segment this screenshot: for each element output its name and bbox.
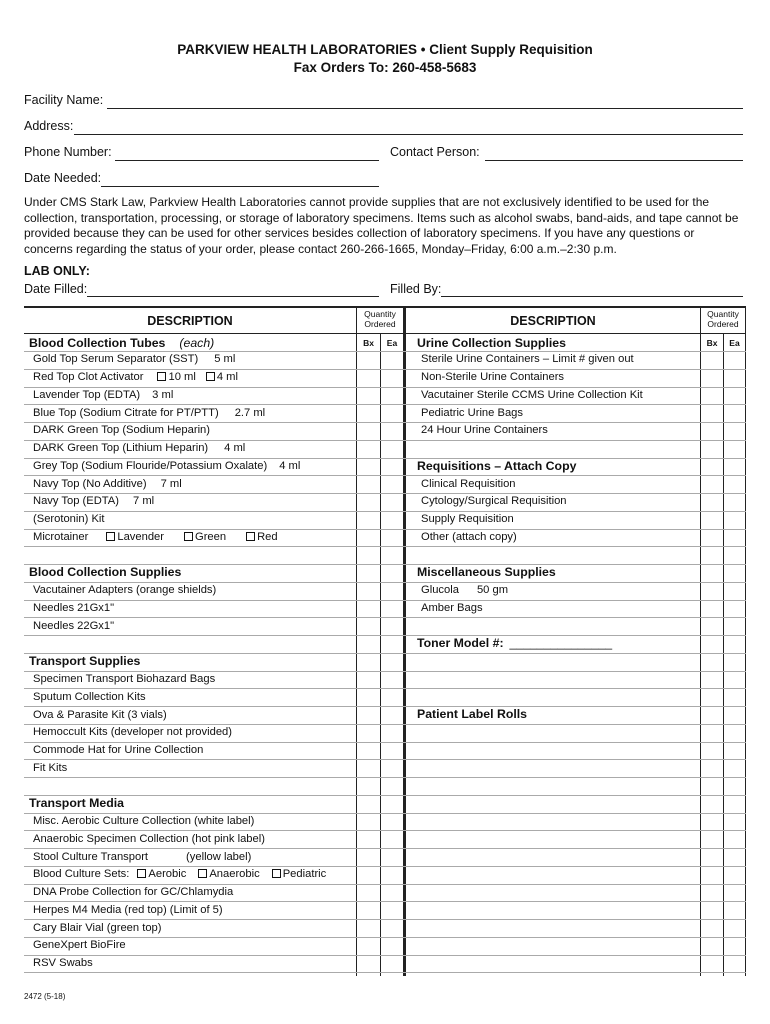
fax-number: Fax Orders To: 260-458-5683 [293, 60, 477, 75]
right-ea-label: Ea [729, 338, 740, 348]
microtainer-red-label: Red [257, 531, 278, 543]
item-grey-volume: 4 ml [279, 460, 301, 472]
supply-table [24, 306, 746, 976]
row-rule [24, 706, 746, 707]
item-blue-label: Blue Top (Sodium Citrate for PT/PTT) [33, 407, 219, 419]
lab-only-heading: LAB ONLY: [24, 264, 90, 278]
red-10ml-checkbox[interactable] [157, 372, 166, 381]
left-description-header: DESCRIPTION [147, 314, 233, 328]
row-rule [24, 972, 746, 973]
row-rule [24, 422, 746, 423]
item-grey-label: Grey Top (Sodium Flouride/Potassium Oxalate) [33, 460, 268, 472]
item-lavender-top [33, 389, 173, 401]
left-quantity-header [357, 309, 403, 329]
item-biohazard-bags: Specimen Transport Biohazard Bags [33, 673, 216, 685]
section-urine-collection: Urine Collection Supplies [417, 336, 566, 350]
item-vacutainer-adapters: Vacutainer Adapters (orange shields) [33, 584, 217, 596]
row-rule [24, 475, 746, 476]
each-note: (each) [179, 336, 215, 350]
right-description-header: DESCRIPTION [510, 314, 596, 328]
row-rule [24, 387, 746, 388]
facility-name-field[interactable] [107, 108, 743, 109]
item-pediatric-urine-bags: Pediatric Urine Bags [421, 407, 523, 419]
center-divider [403, 306, 406, 976]
row-rule [24, 795, 746, 796]
item-stool-culture [33, 851, 251, 863]
address-label: Address: [24, 119, 74, 133]
row-rule [24, 582, 746, 583]
row-rule [24, 742, 746, 743]
left-bx-label: Bx [363, 338, 374, 348]
item-sterile-urine: Sterile Urine Containers – Limit # given out [421, 353, 634, 365]
row-rule [24, 511, 746, 512]
item-navy-na-label: Navy Top (No Additive) [33, 478, 147, 490]
item-navy-edta-label: Navy Top (EDTA) [33, 495, 119, 507]
right-quantity-line1: Quantity [707, 309, 739, 319]
right-bx-label: Bx [706, 338, 718, 348]
section-transport-supplies: Transport Supplies [29, 654, 141, 668]
item-blue-volume: 2.7 ml [234, 407, 266, 419]
row-rule [24, 866, 746, 867]
item-dark-green-sodium: DARK Green Top (Sodium Heparin) [33, 424, 211, 436]
right-bx-ea-divider [723, 334, 724, 976]
date-needed-label: Date Needed: [24, 171, 102, 185]
item-hemoccult-kits: Hemoccult Kits (developer not provided) [33, 726, 232, 738]
item-24-hour-urine: 24 Hour Urine Containers [421, 424, 548, 436]
item-sputum-kits: Sputum Collection Kits [33, 691, 146, 703]
row-rule [24, 671, 746, 672]
item-red-top-label: Red Top Clot Activator [33, 371, 144, 383]
filled-by-label: Filled By: [390, 282, 442, 296]
microtainer-lavender-label: Lavender [117, 531, 164, 543]
item-microtainer-label: Microtainer [33, 531, 89, 543]
row-rule [24, 777, 746, 778]
section-patient-label-rolls: Patient Label Rolls [417, 707, 528, 721]
item-dark-green-lithium-label: DARK Green Top (Lithium Heparin) [33, 442, 209, 454]
row-rule [24, 688, 746, 689]
section-blood-collection-supplies: Blood Collection Supplies [29, 565, 182, 579]
section-blood-collection-tubes-title: Blood Collection Tubes [29, 336, 166, 350]
blood-culture-aerobic-label: Aerobic [148, 868, 187, 880]
item-dark-green-lithium-volume: 4 ml [224, 442, 246, 454]
item-herpes-m4: Herpes M4 Media (red top) (Limit of 5) [33, 904, 223, 916]
row-rule [24, 529, 746, 530]
item-clinical-requisition: Clinical Requisition [421, 478, 516, 490]
toner-model-label: Toner Model #: [417, 636, 504, 650]
item-gold-top [33, 353, 235, 365]
red-10ml-label: 10 ml [168, 371, 196, 383]
item-genexpert: GeneXpert BioFire [33, 939, 126, 951]
item-gold-top-volume: 5 ml [214, 353, 236, 365]
microtainer-green-label: Green [195, 531, 227, 543]
item-blood-culture-sets [33, 868, 326, 880]
microtainer-lavender-checkbox[interactable] [106, 532, 115, 541]
phone-number-label: Phone Number: [24, 145, 112, 159]
left-quantity-line1: Quantity [364, 309, 396, 319]
item-blood-culture-label: Blood Culture Sets: [33, 868, 130, 880]
row-rule [24, 901, 746, 902]
row-rule [24, 493, 746, 494]
header-rule [24, 333, 746, 334]
date-filled-label: Date Filled: [24, 282, 88, 296]
row-rule [24, 617, 746, 618]
right-quantity-header [701, 309, 745, 329]
date-filled-field[interactable] [87, 296, 379, 297]
item-dna-probe: DNA Probe Collection for GC/Chlamydia [33, 886, 234, 898]
item-needles-22g: Needles 22Gx1" [33, 620, 115, 632]
right-quantity-line2: Ordered [707, 319, 739, 329]
item-rsv-swabs: RSV Swabs [33, 957, 93, 969]
item-vacutainer-ccms: Vacutainer Sterile CCMS Urine Collection Kit [421, 389, 643, 401]
item-glucola [421, 584, 508, 596]
item-fit-kits: Fit Kits [33, 762, 68, 774]
section-blood-collection-tubes [29, 336, 214, 350]
item-ova-parasite-kit: Ova & Parasite Kit (3 vials) [33, 709, 167, 721]
item-lavender-label: Lavender Top (EDTA) [33, 389, 141, 401]
left-quantity-line2: Ordered [364, 319, 396, 329]
stark-law-notice: Under CMS Stark Law, Parkview Health Laboratories cannot provide supplies that are not exclusively identified to be used for the collection, transportation, processing, or storage of laboratory specimens. Items such as alcohol swabs, band-aids, and tape cannot be provided because they can be used for other services besides collection of laboratory specimens. If you have any questions or concerns regarding the status of your order, please contact 260-266-1665, Monday–Friday, 6:00 a.m.–2:30 p.m. [24, 195, 739, 256]
table-top-rule [24, 306, 746, 308]
item-serotonin-kit: (Serotonin) Kit [33, 513, 105, 525]
item-needles-21g: Needles 21Gx1" [33, 602, 115, 614]
blood-culture-pediatric-label: Pediatric [282, 868, 327, 880]
item-cytology-requisition: Cytology/Surgical Requisition [421, 495, 567, 507]
item-navy-no-additive [33, 478, 182, 490]
item-nonsterile-urine: Non-Sterile Urine Containers [421, 371, 565, 383]
item-glucola-volume: 50 gm [476, 584, 509, 596]
item-navy-na-volume: 7 ml [160, 478, 182, 490]
row-rule [24, 937, 746, 938]
blood-culture-anaerobic-checkbox[interactable] [198, 869, 207, 878]
item-other-attach: Other (attach copy) [421, 531, 517, 543]
left-bx-divider [356, 306, 357, 976]
left-ea-label: Ea [386, 338, 398, 348]
section-requisitions: Requisitions – Attach Copy [417, 459, 577, 473]
row-rule [24, 919, 746, 920]
item-blue-top [33, 407, 265, 419]
form-number: 2472 (5-18) [24, 992, 66, 1001]
item-gold-top-label: Gold Top Serum Separator (SST) [33, 353, 199, 365]
microtainer-red-checkbox[interactable] [246, 532, 255, 541]
right-bx-divider [700, 306, 701, 976]
item-red-top [33, 371, 238, 383]
toner-model-field[interactable]: _______________ [509, 636, 613, 650]
date-needed-field[interactable] [101, 186, 379, 187]
form-title: PARKVIEW HEALTH LABORATORIES • Client Supply Requisition [177, 42, 593, 57]
row-rule [24, 351, 746, 352]
item-stool-color: (yellow label) [186, 851, 252, 863]
item-stool-label: Stool Culture Transport [33, 851, 149, 863]
row-rule [24, 830, 746, 831]
row-rule [24, 724, 746, 725]
item-lavender-volume: 3 ml [152, 389, 174, 401]
phone-number-field[interactable] [115, 160, 379, 161]
item-navy-edta-volume: 7 ml [133, 495, 155, 507]
section-miscellaneous: Miscellaneous Supplies [417, 565, 556, 579]
blood-culture-anaerobic-label: Anaerobic [209, 868, 260, 880]
row-rule [24, 759, 746, 760]
item-glucola-label: Glucola [421, 584, 459, 596]
row-rule [24, 848, 746, 849]
section-transport-media: Transport Media [29, 796, 124, 810]
red-4ml-label: 4 ml [216, 371, 238, 383]
item-misc-aerobic: Misc. Aerobic Culture Collection (white label) [33, 815, 255, 827]
item-navy-edta [33, 495, 154, 507]
item-cary-blair: Cary Blair Vial (green top) [33, 922, 162, 934]
row-rule [24, 440, 746, 441]
row-rule [24, 404, 746, 405]
row-rule [24, 955, 746, 956]
row-rule [24, 813, 746, 814]
address-field[interactable] [74, 134, 743, 135]
item-microtainer [33, 531, 278, 543]
red-4ml-checkbox[interactable] [206, 372, 215, 381]
row-rule [24, 884, 746, 885]
row-rule [24, 635, 746, 636]
table-right-border [745, 306, 746, 976]
row-rule [24, 600, 746, 601]
row-rule [24, 546, 746, 547]
microtainer-green-checkbox[interactable] [184, 532, 193, 541]
filled-by-field[interactable] [441, 296, 743, 297]
toner-model-row [417, 636, 612, 650]
contact-person-label: Contact Person: [390, 145, 480, 159]
item-commode-hat: Commode Hat for Urine Collection [33, 744, 204, 756]
contact-person-field[interactable] [485, 160, 743, 161]
blood-culture-aerobic-checkbox[interactable] [137, 869, 146, 878]
item-supply-requisition: Supply Requisition [421, 513, 514, 525]
item-anaerobic-specimen: Anaerobic Specimen Collection (hot pink label) [33, 833, 265, 845]
row-rule [24, 458, 746, 459]
facility-name-label: Facility Name: [24, 93, 104, 107]
left-bx-ea-divider [380, 334, 381, 976]
blood-culture-pediatric-checkbox[interactable] [272, 869, 281, 878]
item-grey-top [33, 460, 300, 472]
row-rule [24, 369, 746, 370]
item-dark-green-lithium [33, 442, 245, 454]
item-amber-bags: Amber Bags [421, 602, 483, 614]
